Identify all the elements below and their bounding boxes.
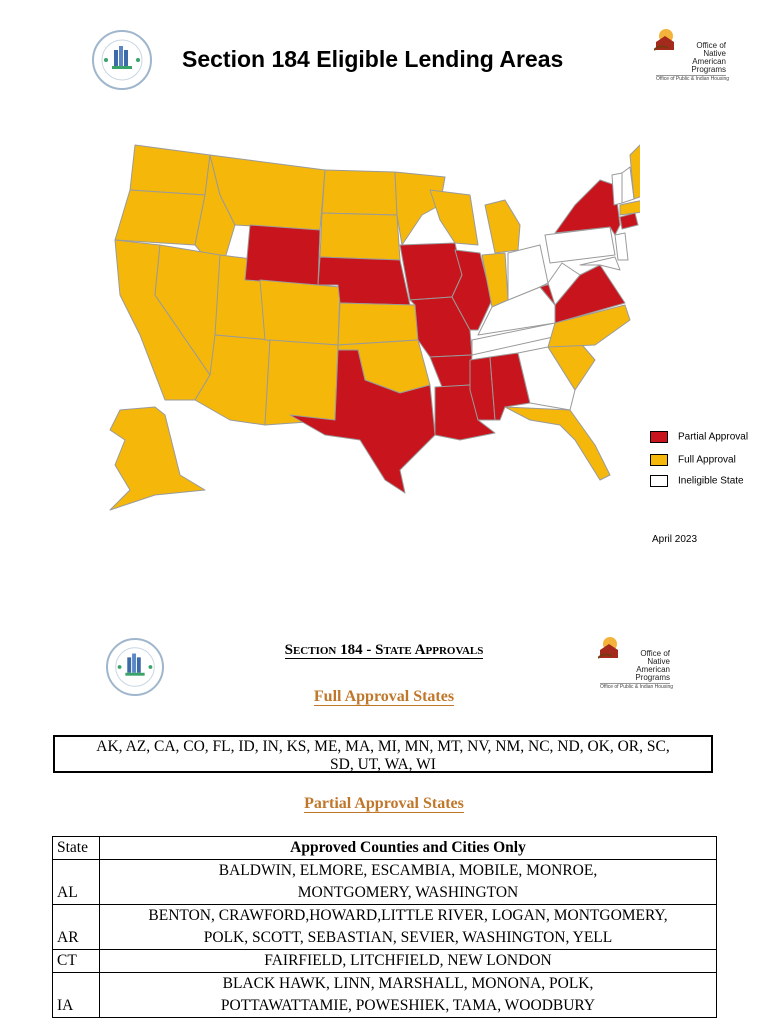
- row-counties: [100, 950, 717, 973]
- state-CT: [620, 213, 638, 229]
- state-NM: [265, 340, 338, 425]
- row-counties: [100, 860, 717, 905]
- onap-line-2: Native American: [692, 49, 726, 66]
- map-date: April 2023: [652, 534, 698, 545]
- section-title-text: Section 184 - State Approvals: [284, 642, 484, 658]
- full-states-line-1: AK, AZ, CA, CO, FL, ID, IN, KS, ME, MA, MI, MN, MT, NV, NM, NC, ND, OK, OR, SC,: [96, 738, 670, 755]
- state-AR: [430, 355, 472, 387]
- legend-label-partial: Partial Approval: [678, 431, 749, 443]
- onap2-subtitle: Office of Public & Indian Housing: [600, 684, 674, 690]
- state-NJ: [615, 233, 628, 260]
- legend-swatch-ineligible: [650, 475, 668, 487]
- partial-approval-table: [52, 836, 717, 1018]
- onap-line-3: Programs: [691, 65, 726, 74]
- state-WI: [430, 190, 478, 245]
- legend-label-full: Full Approval: [678, 454, 736, 466]
- state-AK: [110, 407, 205, 510]
- legend-partial: [650, 431, 748, 443]
- onap2-line-2: Native American: [636, 657, 670, 674]
- row-counties-line-2: MONTGOMERY, WASHINGTON: [297, 884, 519, 901]
- state-VT: [612, 173, 622, 205]
- row-state: IA: [53, 973, 100, 1018]
- table-row: [53, 860, 717, 905]
- page-title: Section 184 Eligible Lending Areas: [182, 46, 564, 72]
- table-header-row: [53, 837, 717, 860]
- full-states-line-2: SD, UT, WA, WI: [330, 756, 436, 773]
- state-WY: [245, 225, 320, 285]
- counties-column-header: Approved Counties and Cities Only: [100, 837, 717, 860]
- us-eligibility-map: [100, 135, 640, 520]
- row-state: AR: [53, 905, 100, 950]
- state-CO: [260, 280, 340, 345]
- state-KS: [338, 303, 418, 345]
- row-state: AL: [53, 860, 100, 905]
- state-OR: [115, 190, 205, 245]
- legend-swatch-partial: [650, 431, 668, 443]
- partial-approval-heading-text: Partial Approval States: [304, 795, 464, 812]
- state-ND: [322, 170, 397, 215]
- legend-swatch-full: [650, 454, 668, 466]
- legend-label-ineligible: Ineligible State: [678, 475, 744, 487]
- full-approval-states-box: [53, 735, 713, 773]
- hud-seal-logo: [92, 30, 152, 90]
- state-MI: [485, 200, 520, 253]
- onap-subtitle: Office of Public & Indian Housing: [656, 76, 730, 82]
- row-counties-line-1: BALDWIN, ELMORE, ESCAMBIA, MOBILE, MONROE,: [218, 862, 598, 879]
- onap-line-1: Office of: [696, 41, 726, 50]
- onap-logo-2: [600, 636, 674, 690]
- state-column-header: State: [53, 837, 100, 860]
- table-row: [53, 950, 717, 973]
- row-counties-line-1: FAIRFIELD, LITCHFIELD, NEW LONDON: [264, 952, 552, 969]
- row-state: CT: [53, 950, 100, 973]
- state-IA: [400, 243, 462, 300]
- full-approval-heading: [0, 688, 768, 706]
- legend-full: [650, 454, 736, 466]
- row-counties-line-2: POLK, SCOTT, SEBASTIAN, SEVIER, WASHINGTON, YELL: [203, 929, 613, 946]
- table-row: [53, 973, 717, 1018]
- state-NY: [555, 180, 620, 235]
- row-counties-line-1: BENTON, CRAWFORD,HOWARD,LITTLE RIVER, LOGAN, MONTGOMERY,: [148, 907, 668, 924]
- legend-ineligible: [650, 475, 744, 487]
- row-counties: [100, 905, 717, 950]
- partial-approval-heading: [0, 795, 768, 813]
- row-counties-line-1: BLACK HAWK, LINN, MARSHALL, MONONA, POLK,: [222, 975, 594, 992]
- table-row: [53, 905, 717, 950]
- full-approval-heading-text: Full Approval States: [313, 688, 455, 705]
- state-SD: [320, 213, 400, 260]
- state-WA: [130, 145, 210, 195]
- onap2-line-3: Programs: [635, 673, 670, 682]
- row-counties-line-2: POTTAWATTAMIE, POWESHIEK, TAMA, WOODBURY: [220, 997, 596, 1014]
- onap2-line-1: Office of: [640, 649, 670, 658]
- row-counties: [100, 973, 717, 1018]
- state-FL: [505, 407, 610, 480]
- onap-logo: [656, 28, 730, 82]
